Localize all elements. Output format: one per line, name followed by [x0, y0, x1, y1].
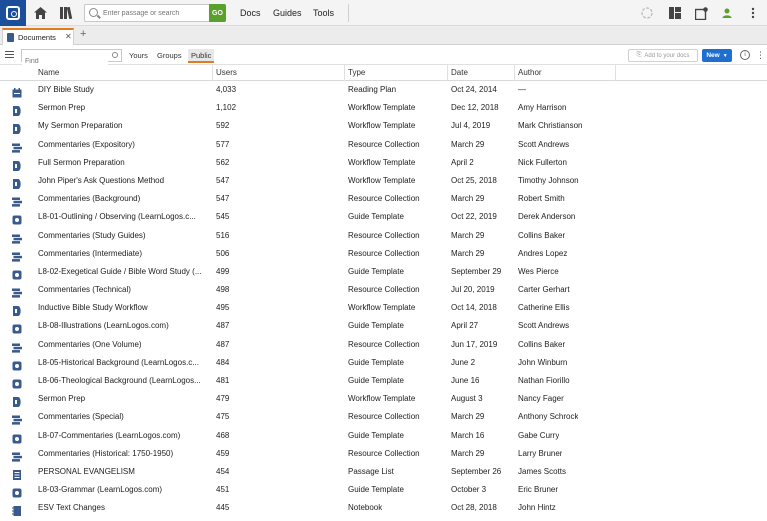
menu-docs[interactable]: Docs [240, 8, 261, 18]
table-row[interactable] [0, 136, 767, 154]
cell-name[interactable]: My Sermon Preparation [38, 121, 123, 131]
cell-name[interactable]: L8-01-Outlining / Observing (LearnLogos.c... [38, 212, 196, 222]
cell-author: — [518, 85, 526, 94]
cell-author: Amy Harrison [518, 103, 567, 113]
table-body [0, 81, 767, 518]
cell-author: Robert Smith [518, 194, 565, 204]
workflow-template-icon [12, 158, 22, 168]
cell-name[interactable]: L8-07-Commentaries (LearnLogos.com) [38, 430, 181, 440]
cell-date: Jul 20, 2019 [451, 285, 495, 295]
column-divider [447, 65, 448, 81]
logos-logo-icon[interactable] [0, 0, 26, 26]
cell-name[interactable]: Commentaries (Expository) [38, 139, 135, 149]
resource-collection-icon [12, 194, 22, 204]
cell-author: Gabe Curry [518, 430, 560, 440]
cell-author: Larry Bruner [518, 448, 563, 458]
guide-template-icon [12, 212, 22, 222]
cell-date: March 29 [451, 448, 485, 458]
column-divider [344, 65, 345, 81]
cell-users: 4,033 [216, 85, 237, 94]
table-row[interactable] [0, 427, 767, 445]
resource-collection-icon [12, 140, 22, 150]
cell-type: Resource Collection [348, 230, 420, 240]
cell-users: 506 [216, 248, 230, 258]
cell-type: Resource Collection [348, 285, 420, 295]
cell-date: Jun 17, 2019 [451, 339, 498, 349]
cell-name[interactable]: L8-06-Theological Background (LearnLogos... [38, 376, 201, 385]
passage-list-icon [12, 467, 22, 477]
cell-author: Collins Baker [518, 339, 566, 349]
cell-author: Carter Gerhart [518, 285, 570, 295]
cell-date: Dec 12, 2018 [451, 103, 499, 113]
cell-type: Workflow Template [348, 157, 416, 167]
table-row[interactable] [0, 408, 767, 426]
cell-date: Jul 4, 2019 [451, 121, 491, 131]
cell-type: Guide Template [348, 212, 404, 222]
cell-author: Derek Anderson [518, 212, 576, 222]
new-button[interactable] [702, 49, 732, 62]
cell-name[interactable]: L8-03-Grammar (LearnLogos.com) [38, 485, 163, 495]
menu-guides[interactable]: Guides [273, 8, 302, 18]
cell-name[interactable]: ESV Text Changes [38, 503, 106, 513]
cell-date: June 16 [451, 376, 480, 385]
cell-date: June 2 [451, 357, 476, 367]
tab-documents-label: Documents [18, 33, 56, 42]
chevron-down-icon: ▼ [722, 52, 728, 59]
cell-date: March 16 [451, 430, 485, 440]
cell-date: Oct 22, 2019 [451, 212, 497, 222]
table-row[interactable] [0, 281, 767, 299]
info-icon[interactable]: i [740, 50, 750, 60]
cell-author: Nick Fullerton [518, 157, 567, 167]
cell-date: September 29 [451, 266, 502, 276]
go-button[interactable]: GO [209, 4, 226, 22]
cell-type: Resource Collection [348, 139, 420, 149]
column-header-name[interactable]: Name [38, 68, 60, 77]
reading-plan-icon [12, 85, 22, 95]
workflow-template-icon [12, 121, 22, 131]
cell-type: Reading Plan [348, 85, 397, 94]
cell-name[interactable]: L8-08-Illustrations (LearnLogos.com) [38, 321, 169, 331]
layouts-icon[interactable] [666, 4, 684, 22]
cell-date: March 29 [451, 248, 485, 258]
workflow-template-icon [12, 303, 22, 313]
cell-type: Guide Template [348, 376, 404, 385]
scope-tab-public[interactable]: Public [188, 49, 214, 63]
table-row[interactable] [0, 154, 767, 172]
add-to-your-docs-label: Add to your docs [644, 52, 690, 59]
cell-users: 479 [216, 394, 230, 404]
table-row[interactable] [0, 227, 767, 245]
cell-type: Workflow Template [348, 121, 416, 131]
cell-author: John Winburn [518, 357, 568, 367]
column-divider [615, 65, 616, 81]
cell-name[interactable]: Commentaries (Background) [38, 194, 141, 204]
workflow-template-icon [12, 103, 22, 113]
cell-type: Resource Collection [348, 448, 420, 458]
scope-tab-groups[interactable]: Groups [157, 51, 182, 60]
cell-name[interactable]: Commentaries (Historical: 1750-1950) [38, 448, 174, 458]
column-header-date[interactable]: Date [451, 68, 468, 77]
guide-template-icon [12, 321, 22, 331]
table-row[interactable] [0, 245, 767, 263]
cell-users: 499 [216, 266, 230, 276]
guide-template-icon [12, 431, 22, 441]
cell-type: Resource Collection [348, 194, 420, 204]
resource-collection-icon [12, 412, 22, 422]
notebook-icon [12, 503, 22, 513]
cell-name[interactable]: L8-02-Exegetical Guide / Bible Word Study (... [38, 266, 202, 276]
documents-icon [7, 33, 14, 42]
cell-type: Workflow Template [348, 303, 416, 313]
cell-users: 1,102 [216, 103, 237, 113]
home-icon[interactable] [31, 4, 49, 22]
add-tab-icon[interactable]: + [80, 28, 87, 40]
cell-users: 468 [216, 430, 230, 440]
new-button-label: New [706, 52, 720, 59]
search-icon [89, 8, 98, 17]
cell-users: 495 [216, 303, 230, 313]
cell-users: 562 [216, 157, 230, 167]
cell-author: Scott Andrews [518, 321, 570, 331]
table-row[interactable] [0, 499, 767, 517]
cell-name[interactable]: Commentaries (Intermediate) [38, 248, 143, 258]
cell-date: March 29 [451, 194, 485, 204]
resource-collection-icon [12, 231, 22, 241]
cell-users: 481 [216, 376, 230, 385]
toolbar-divider [348, 4, 349, 22]
cell-type: Resource Collection [348, 412, 420, 422]
menu-tools[interactable]: Tools [313, 8, 335, 18]
add-to-your-docs-button[interactable] [628, 49, 698, 62]
cell-users: 454 [216, 466, 230, 476]
tab-strip [0, 26, 767, 45]
workflow-template-icon [12, 176, 22, 186]
cell-users: 516 [216, 230, 230, 240]
cell-author: Eric Bruner [518, 485, 559, 495]
cell-author: Anthony Schrock [518, 412, 579, 422]
app-toolbar [0, 0, 767, 26]
column-divider [514, 65, 515, 81]
cell-users: 577 [216, 139, 230, 149]
cell-users: 592 [216, 121, 230, 131]
more-vertical-icon[interactable]: ⋮ [756, 50, 765, 60]
table-row[interactable] [0, 317, 767, 335]
guide-template-icon [12, 376, 22, 386]
cell-date: April 27 [451, 321, 479, 331]
cell-date: April 2 [451, 157, 474, 167]
cell-author: John Hintz [518, 503, 556, 513]
cell-author: Andres Lopez [518, 248, 568, 258]
cell-date: Oct 24, 2014 [451, 85, 497, 94]
cell-name[interactable]: DIY Bible Study [38, 85, 94, 94]
cell-author: Wes Pierce [518, 266, 559, 276]
cell-type: Guide Template [348, 266, 404, 276]
column-header-author[interactable]: Author [518, 68, 542, 77]
cell-date: March 29 [451, 412, 485, 422]
table-row[interactable] [0, 299, 767, 317]
table-row[interactable] [0, 372, 767, 390]
cell-users: 451 [216, 485, 230, 495]
cell-author: James Scotts [518, 466, 567, 476]
cell-date: Oct 14, 2018 [451, 303, 497, 313]
table-row[interactable] [0, 190, 767, 208]
cell-date: August 3 [451, 394, 483, 404]
sync-icon[interactable] [638, 4, 656, 22]
cell-name[interactable]: Commentaries (Technical) [38, 285, 131, 295]
table-row[interactable] [0, 336, 767, 354]
library-icon[interactable] [57, 4, 75, 22]
scope-tab-yours[interactable]: Yours [129, 51, 148, 60]
cell-type: Guide Template [348, 357, 404, 367]
cell-author: Scott Andrews [518, 139, 570, 149]
cell-users: 547 [216, 175, 230, 185]
resource-collection-icon [12, 340, 22, 350]
cell-type: Guide Template [348, 321, 404, 331]
cell-type: Workflow Template [348, 103, 416, 113]
table-row[interactable] [0, 172, 767, 190]
hamburger-menu-icon[interactable] [5, 51, 14, 58]
table-row[interactable] [0, 445, 767, 463]
cell-author: Catherine Ellis [518, 303, 570, 313]
filter-bar [0, 45, 767, 65]
table-row[interactable] [0, 208, 767, 226]
cell-name[interactable]: L8-05-Historical Background (LearnLogos.c... [38, 357, 199, 367]
cell-type: Resource Collection [348, 339, 420, 349]
table-row[interactable] [0, 390, 767, 408]
cell-name[interactable]: John Piper's Ask Questions Method [38, 175, 165, 185]
cell-date: September 26 [451, 466, 502, 476]
cell-author: Collins Baker [518, 230, 566, 240]
cell-type: Guide Template [348, 430, 404, 440]
passage-search-input[interactable] [103, 6, 207, 20]
cell-name[interactable]: Full Sermon Preparation [38, 157, 125, 167]
cell-name[interactable]: Inductive Bible Study Workflow [38, 303, 148, 313]
resource-collection-icon [12, 285, 22, 295]
guide-template-icon [12, 267, 22, 277]
cell-type: Workflow Template [348, 175, 416, 185]
resource-collection-icon [12, 249, 22, 259]
documents-table [0, 65, 767, 518]
cell-users: 475 [216, 412, 230, 422]
cell-author: Timothy Johnson [518, 175, 579, 185]
cell-users: 487 [216, 321, 230, 331]
user-avatar-icon[interactable] [718, 4, 736, 22]
table-header [0, 65, 767, 81]
cell-users: 498 [216, 285, 230, 295]
cell-type: Resource Collection [348, 248, 420, 258]
notifications-icon[interactable] [692, 4, 710, 22]
cell-users: 545 [216, 212, 230, 222]
table-row[interactable] [0, 481, 767, 499]
cell-type: Guide Template [348, 485, 404, 495]
search-icon [112, 52, 118, 58]
cell-date: Oct 25, 2018 [451, 175, 497, 185]
cell-users: 445 [216, 503, 230, 513]
cell-name[interactable]: PERSONAL EVANGELISM [38, 466, 135, 476]
cell-users: 487 [216, 339, 230, 349]
tab-documents[interactable] [2, 28, 74, 45]
add-doc-icon: ⎘ [636, 52, 642, 58]
guide-template-icon [12, 485, 22, 495]
column-divider [212, 65, 213, 81]
table-row[interactable] [0, 81, 767, 99]
cell-date: March 29 [451, 139, 485, 149]
table-row[interactable] [0, 354, 767, 372]
column-header-users[interactable]: Users [216, 68, 237, 77]
column-header-type[interactable]: Type [348, 68, 366, 77]
cell-users: 484 [216, 357, 230, 367]
cell-type: Notebook [348, 503, 383, 513]
cell-name[interactable]: Sermon Prep [38, 103, 86, 113]
cell-date: October 3 [451, 485, 487, 495]
table-row[interactable] [0, 117, 767, 135]
cell-name[interactable]: Commentaries (Special) [38, 412, 124, 422]
cell-users: 547 [216, 194, 230, 204]
cell-author: Nathan Fiorillo [518, 376, 570, 385]
cell-type: Passage List [348, 466, 394, 476]
table-row[interactable] [0, 263, 767, 281]
cell-author: Mark Christianson [518, 121, 583, 131]
find-box[interactable] [21, 49, 122, 62]
resource-collection-icon [12, 449, 22, 459]
cell-type: Workflow Template [348, 394, 416, 404]
table-row[interactable] [0, 463, 767, 481]
cell-date: Oct 28, 2018 [451, 503, 497, 513]
passage-search-box[interactable] [84, 4, 226, 22]
guide-template-icon [12, 358, 22, 368]
more-vertical-icon[interactable] [744, 4, 762, 22]
workflow-template-icon [12, 394, 22, 404]
table-row[interactable] [0, 99, 767, 117]
cell-author: Nancy Fager [518, 394, 564, 404]
cell-name[interactable]: Commentaries (One Volume) [38, 339, 142, 349]
cell-name[interactable]: Commentaries (Study Guides) [38, 230, 146, 240]
close-icon[interactable]: ✕ [65, 32, 72, 41]
cell-name[interactable]: Sermon Prep [38, 394, 86, 404]
cell-date: March 29 [451, 230, 485, 240]
cell-users: 459 [216, 448, 230, 458]
